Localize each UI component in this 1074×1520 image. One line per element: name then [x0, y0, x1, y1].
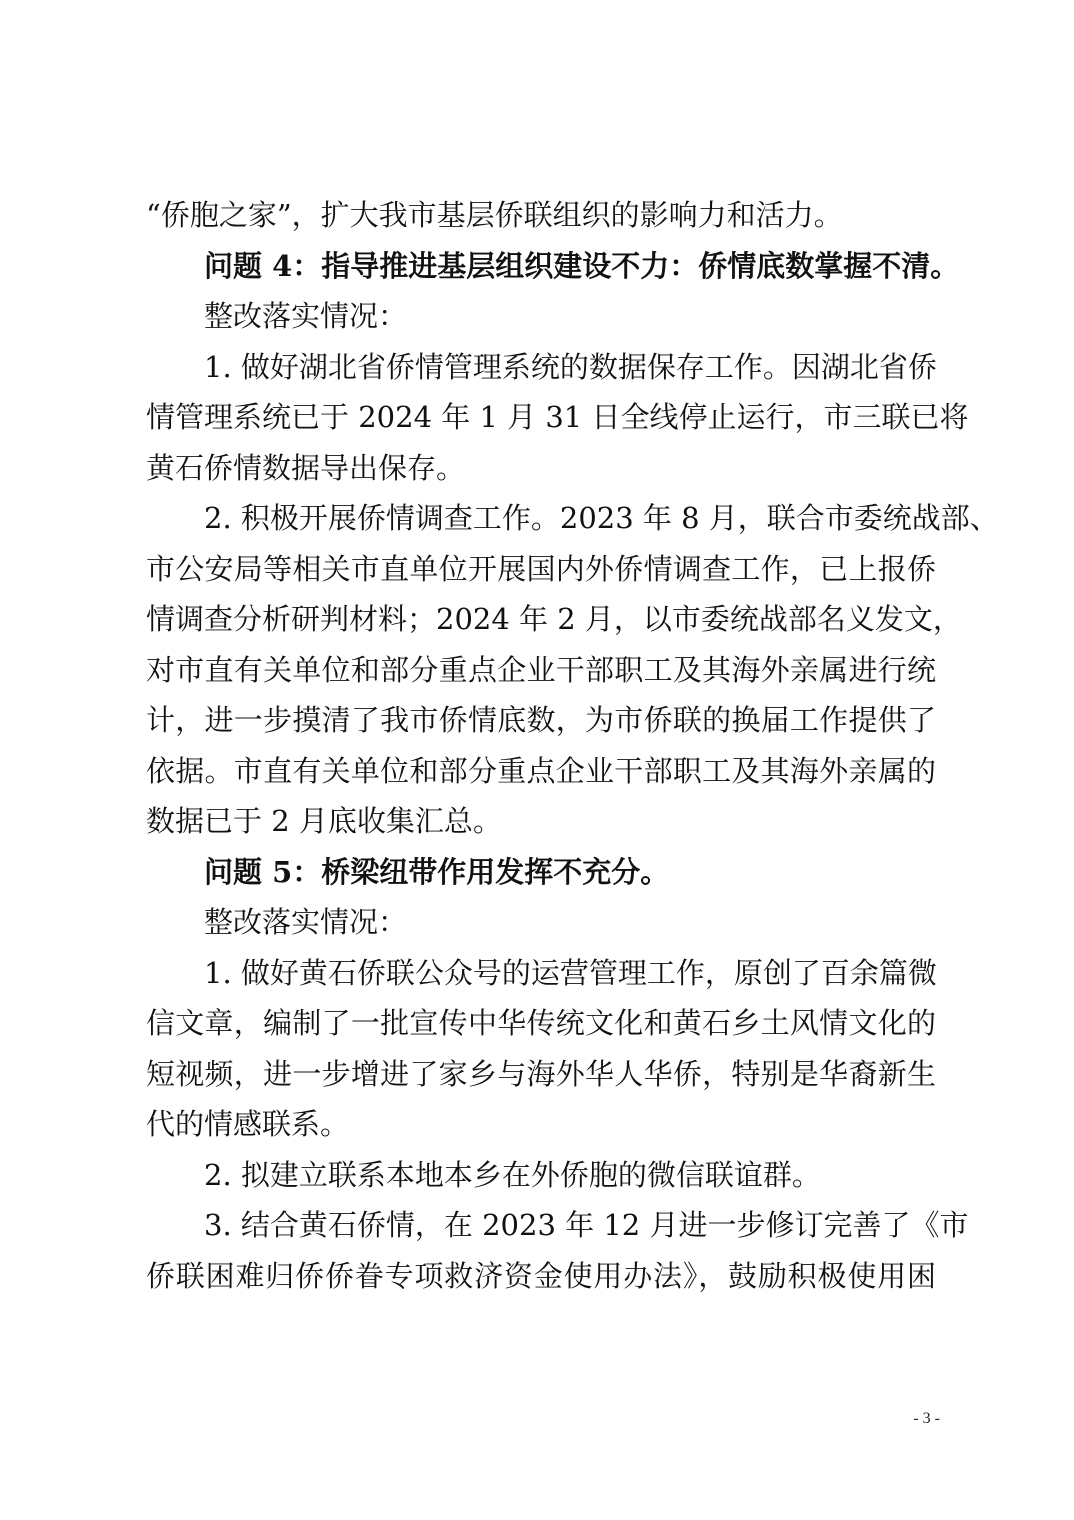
rectification-label: 整改落实情况： — [204, 905, 408, 939]
paragraph-line: 侨联困难归侨侨眷专项救济资金使用办法》，鼓励积极使用困 — [146, 1258, 936, 1293]
document-body — [146, 190, 999, 1301]
paragraph-line: “侨胞之家”，扩大我市基层侨联组织的影响力和活力。 — [146, 198, 843, 232]
page-number: - 3 - — [913, 1410, 940, 1427]
paragraph-line: 2. 积极开展侨情调查工作。2023 年 8 月，联合市委统战部、 — [204, 501, 999, 535]
paragraph-line: 2. 拟建立联系本地本乡在外侨胞的微信联谊群。 — [204, 1157, 821, 1192]
paragraph-line: 1. 做好黄石侨联公众号的运营管理工作，原创了百余篇微 — [204, 955, 937, 990]
paragraph-line: 信文章，编制了一批宣传中华传统文化和黄石乡土风情文化的 — [146, 1006, 936, 1040]
paragraph-line: 短视频，进一步增进了家乡与海外华人华侨，特别是华裔新生 — [146, 1056, 936, 1091]
paragraph-line: 对市直有关单位和部分重点企业干部职工及其海外亲属进行统 — [146, 652, 936, 687]
issue-4-heading: 问题 4：指导推进基层组织建设不力：侨情底数掌握不清。 — [204, 248, 960, 283]
paragraph-line: 计，进一步摸清了我市侨情底数，为市侨联的换届工作提供了 — [146, 703, 936, 737]
paragraph-line: 数据已于 2 月底收集汇总。 — [146, 804, 502, 838]
paragraph-line: 情管理系统已于 2024 年 1 月 31 日全线停止运行，市三联已将 — [146, 400, 969, 434]
issue-5-heading: 问题 5：桥梁纽带作用发挥不充分。 — [204, 854, 670, 889]
paragraph-line: 1. 做好湖北省侨情管理系统的数据保存工作。因湖北省侨 — [204, 349, 937, 384]
paragraph-line: 代的情感联系。 — [146, 1107, 350, 1141]
rectification-label: 整改落实情况： — [204, 299, 408, 333]
paragraph-line: 市公安局等相关市直单位开展国内外侨情调查工作，已上报侨 — [146, 551, 936, 586]
paragraph-line: 黄石侨情数据导出保存。 — [146, 450, 466, 485]
paragraph-line: 依据。市直有关单位和部分重点企业干部职工及其海外亲属的 — [146, 753, 936, 788]
paragraph-line: 情调查分析研判材料；2024 年 2 月，以市委统战部名义发文， — [146, 602, 962, 636]
paragraph-line: 3. 结合黄石侨情，在 2023 年 12 月进一步修订完善了《市 — [204, 1208, 969, 1242]
